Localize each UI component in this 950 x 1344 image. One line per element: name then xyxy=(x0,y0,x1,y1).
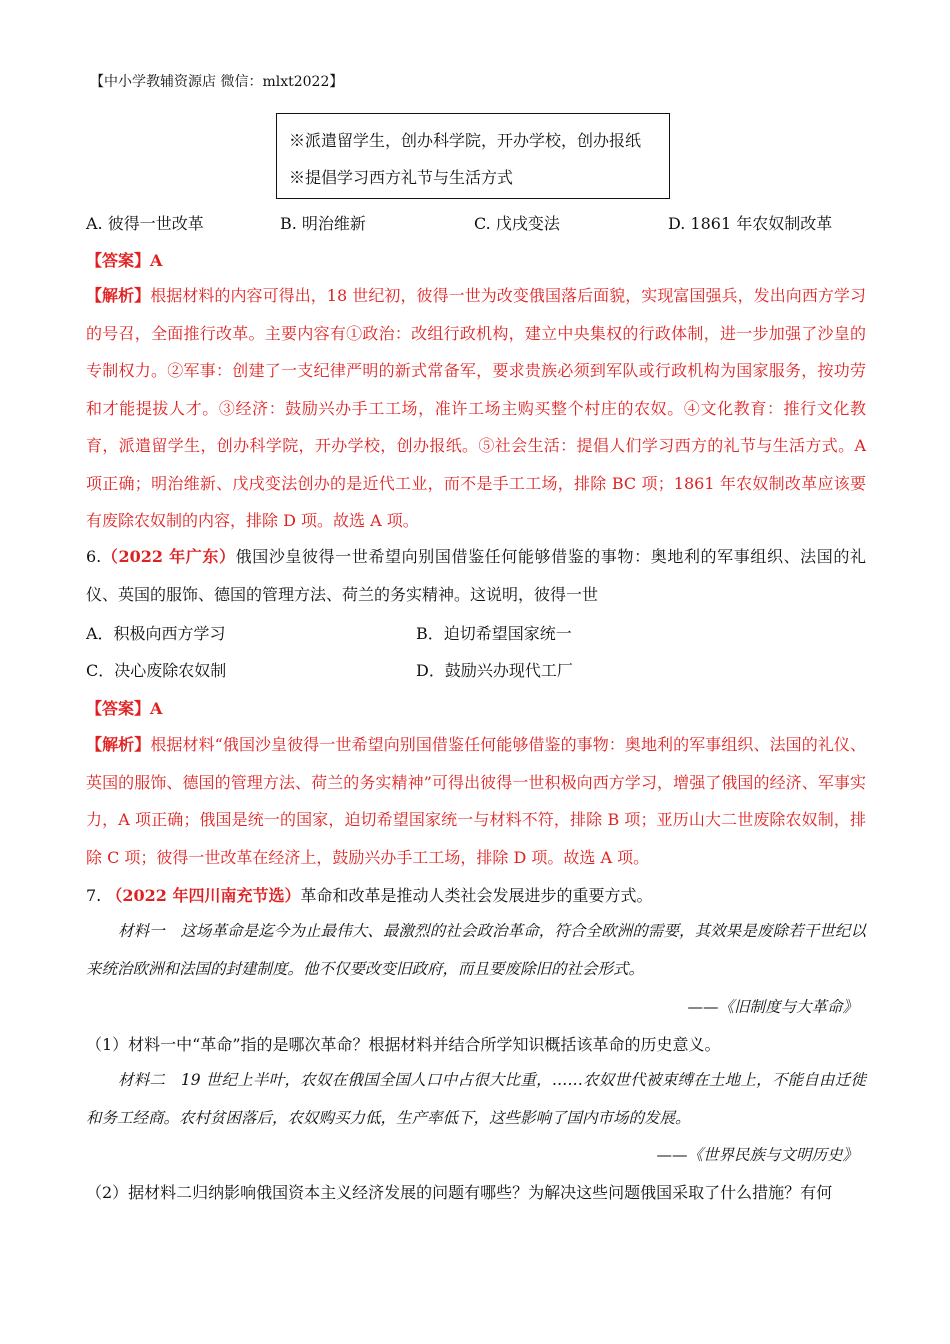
q6-stem-text: 俄国沙皇彼得一世希望向别国借鉴任何能够借鉴的事物：奥地利的军事组织、法国的礼仪、英国的服饰、德国的管理方法、荷兰的务实精神。这说明，彼得一世 xyxy=(86,547,866,604)
q7-material-2: 材料二 19 世纪上半叶，农奴在俄国全国人口中占很大比重，……农奴世代被束缚在土地上，不能自由迁徙和务工经商。农村贫困落后，农奴购买力低，生产率低下，这些影响了国内市场的发展。 xyxy=(86,1071,866,1127)
q7-material-1-source: ——《旧制度与大革命》 xyxy=(687,998,858,1016)
q5-option-a: A. 彼得一世改革 xyxy=(86,214,204,233)
box-line-1: ※派遣留学生，创办科学院，开办学校，创办报纸 xyxy=(289,131,642,150)
q7-material-2-source: ——《世界民族与文明历史》 xyxy=(656,1146,858,1164)
q7-source: （2022 年四川南充节选） xyxy=(106,886,301,905)
q7-stem xyxy=(86,883,652,906)
q6-stem xyxy=(86,538,866,613)
q6-source: （2022 年广东） xyxy=(101,547,236,566)
q5-analysis xyxy=(86,277,866,540)
q5-analysis-label: 【解析】 xyxy=(86,286,151,305)
q7-subquestion-1: （1）材料一中“革命”指的是哪次革命？根据材料并结合所学知识概括该革命的历史意义。 xyxy=(86,1035,721,1054)
material-box xyxy=(276,113,670,199)
q6-option-b: B．迫切希望国家统一 xyxy=(416,624,572,643)
q7-subquestion-2: （2）据材料二归纳影响俄国资本主义经济发展的问题有哪些？为解决这些问题俄国采取了什么措施？有何 xyxy=(86,1183,833,1202)
q5-analysis-text: 根据材料的内容可得出，18 世纪初，彼得一世为改变俄国落后面貌，实现富国强兵，发出向西方学习的号召，全面推行改革。主要内容有①政治：改组行政机构，建立中央集权的行政体制，进一步加强了沙皇的专制权力。②军事：创建了一支纪律严明的新式常备军，要求贵族必须到军队或行政机构为国家服务，按功劳和才能提拔人才。③经济：鼓励兴办手工工场，准许工场主购买整个村庄的农奴。④文化教育：推行文化教育，派遣留学生，创办科学院，开办学校，创办报纸。⑤社会生活：提倡人们学习西方的礼节与生活方式。A 项正确；明治维新、戊戌变法创办的是近代工业，而不是手工工场，排除 BC 项；1861 年农奴制改革应该要有废除农奴制的内容，排除 D 项。故选 A 项。 xyxy=(86,286,866,530)
q6-analysis-text: 根据材料“俄国沙皇彼得一世希望向别国借鉴任何能够借鉴的事物：奥地利的军事组织、法国的礼仪、英国的服饰、德国的管理方法、荷兰的务实精神”可得出彼得一世积极向西方学习，增强了俄国的经济、军事实力，A 项正确；俄国是统一的国家，迫切希望国家统一与材料不符，排除 B 项；亚历山大二世废除农奴制，排除 C 项；彼得一世改革在经济上，鼓励兴办手工工场，排除 D 项。故选 A 项。 xyxy=(86,735,866,867)
q6-option-a: A．积极向西方学习 xyxy=(86,624,226,643)
q7-stem-text: 革命和改革是推动人类社会发展进步的重要方式。 xyxy=(300,886,653,905)
q7-material-1: 材料一 这场革命是迄今为止最伟大、最激烈的社会政治革命，符合全欧洲的需要，其效果是废除若干世纪以来统治欧洲和法国的封建制度。他不仅要改变旧政府，而且要废除旧的社会形式。 xyxy=(86,922,866,978)
q5-option-c: C. 戊戌变法 xyxy=(474,214,560,233)
box-line-2: ※提倡学习西方礼节与生活方式 xyxy=(289,168,514,187)
q5-option-d: D. 1861 年农奴制改革 xyxy=(668,214,833,233)
q5-answer: 【答案】A xyxy=(86,251,163,270)
q6-number: 6. xyxy=(86,547,102,566)
q6-option-d: D．鼓励兴办现代工厂 xyxy=(416,661,573,680)
q6-option-c: C．决心废除农奴制 xyxy=(86,661,227,680)
q6-analysis-label: 【解析】 xyxy=(86,735,151,754)
q6-answer: 【答案】A xyxy=(86,699,163,718)
q7-number: 7. xyxy=(86,886,102,905)
page-header: 【中小学教辅资源店 微信：mlxt2022】 xyxy=(90,74,344,90)
q6-analysis xyxy=(86,726,866,876)
q5-option-b: B. 明治维新 xyxy=(280,214,366,233)
